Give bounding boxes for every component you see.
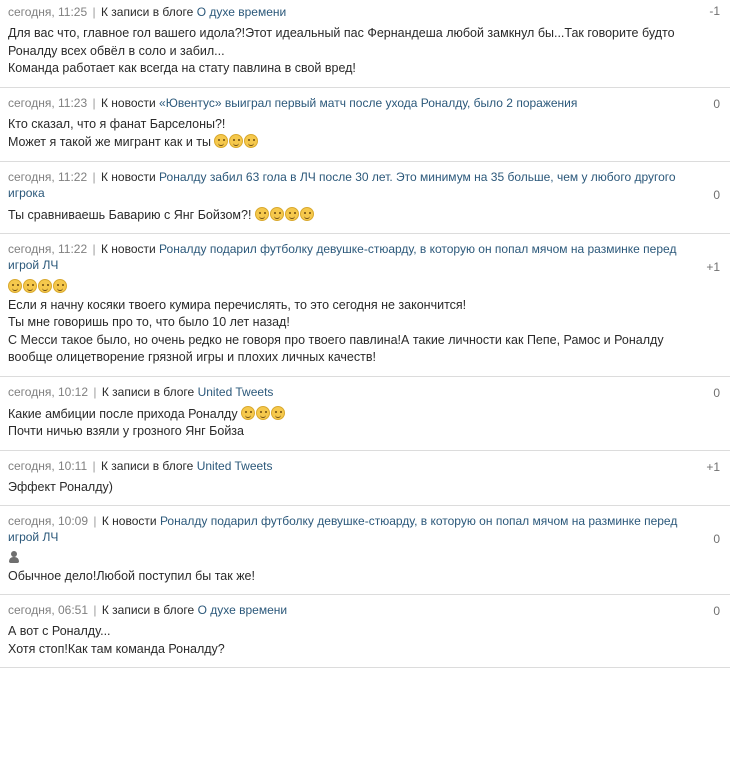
comment-source-prefix: К новости: [100, 169, 156, 184]
comment-item: [0, 506, 730, 595]
comment-meta: [8, 169, 690, 201]
comment-meta-separator: |: [93, 514, 97, 528]
comment-line: Команда работает как всегда на стату павлина в свой вред!: [8, 61, 356, 75]
comment-line: Эффект Роналду): [8, 479, 113, 494]
smile-icon: [53, 279, 67, 293]
comment-line-text: Какие амбиции после прихода Роналду: [8, 406, 238, 421]
comment-item: [0, 595, 730, 668]
comment-source-prefix: К записи в блоге: [101, 384, 195, 399]
comment-emoji-line: [8, 550, 690, 568]
comment-source-link[interactable]: United Tweets: [197, 384, 274, 399]
comment-rating: +1: [706, 260, 720, 274]
comment-item: [0, 88, 730, 162]
comment-body: [8, 25, 690, 78]
smile-icon: [241, 406, 255, 420]
comment-meta: [8, 4, 690, 20]
comment-line: Обычное дело!Любой поступил бы так же!: [8, 568, 255, 583]
emoji-group: [255, 207, 315, 222]
comment-source-link[interactable]: О духе времени: [197, 603, 288, 617]
comment-source-link[interactable]: Роналду забил 63 гола в ЛЧ после 30 лет. Это минимум на 35 больше, чем у любого другого игрока: [8, 169, 676, 200]
comment-emoji-line: [8, 278, 690, 297]
comment-line: [8, 405, 690, 424]
comment-line: Почти ничью взяли у грозного Янг Бойза: [8, 424, 244, 438]
comment-meta-separator: |: [92, 242, 96, 256]
comment-rating: -1: [709, 4, 720, 18]
comment-source-prefix: К новости: [101, 514, 157, 528]
comment-source-link[interactable]: «Ювентус» выиграл первый матч после ухода Роналду, было 2 поражения: [159, 95, 578, 110]
comment-source-link[interactable]: Роналду подарил футболку девушке-стюарду, в которую он попал мячом на разминке перед игрой ЛЧ: [8, 242, 677, 272]
emoji-group: [241, 406, 286, 421]
comment-line: Ты мне говоришь про то, что было 10 лет назад!: [8, 315, 290, 329]
person-icon: [8, 550, 20, 564]
comment-line-text: Может я такой же мигрант как и ты: [8, 135, 211, 149]
smile-icon: [244, 134, 258, 148]
smile-icon: [256, 406, 270, 420]
smile-icon: [285, 207, 299, 221]
smile-icon: [255, 207, 269, 221]
smile-icon: [229, 134, 243, 148]
comment-meta-separator: |: [92, 458, 96, 473]
comment-source-prefix: К записи в блоге: [100, 5, 194, 19]
comment-meta: [8, 95, 690, 111]
comment-item: [0, 451, 730, 507]
smile-icon: [214, 134, 228, 148]
comment-item: [0, 162, 730, 235]
comment-rating: +1: [706, 459, 720, 474]
comment-meta-separator: |: [93, 384, 97, 399]
comment-meta-separator: |: [92, 95, 96, 110]
comment-line: Кто сказал, что я фанат Барселоны?!: [8, 116, 226, 131]
smile-icon: [23, 279, 37, 293]
comment-date: сегодня, 10:12: [8, 384, 89, 399]
comment-line: А вот с Роналду...: [8, 624, 111, 638]
comment-source-link[interactable]: United Tweets: [196, 458, 273, 473]
comment-date: сегодня, 10:09: [8, 514, 89, 528]
comment-body: [8, 278, 690, 367]
comment-line: [8, 133, 690, 152]
comment-rating: 0: [713, 96, 720, 111]
comment-item: [0, 0, 730, 88]
comment-source-link[interactable]: О духе времени: [196, 5, 287, 19]
comment-line: [8, 206, 690, 225]
comment-body: [8, 206, 690, 225]
comment-meta-separator: |: [93, 603, 97, 617]
comment-meta: [8, 384, 690, 400]
comment-meta: [8, 602, 690, 618]
comment-date: сегодня, 11:22: [8, 242, 88, 256]
comment-source-link[interactable]: Роналду подарил футболку девушке-стюарду, в которую он попал мячом на разминке перед игрой ЛЧ: [8, 514, 678, 544]
comment-meta: [8, 241, 690, 273]
comment-rating: 0: [713, 385, 720, 400]
comment-line: С Месси такое было, но очень редко не говоря про твоего павлина!А такие личности как Пепе, Рамос и Роналду вообще олицетворение грязной игры и плохих личных качеств!: [8, 332, 664, 364]
comment-line: Хотя стоп!Как там команда Роналду?: [8, 641, 225, 656]
comment-line: Для вас что, главное гол вашего идола?!Этот идеальный пас Фернандеша любой замкнул бы...Так говорите будто Роналду всех обвёл в соло и забил...: [8, 26, 675, 58]
comment-body: [8, 405, 690, 441]
comment-line-text: Ты сравниваешь Баварию с Янг Бойзом?!: [8, 207, 252, 222]
comment-meta-separator: |: [92, 5, 96, 19]
comment-item: [0, 234, 730, 377]
comment-source-prefix: К новости: [100, 242, 156, 256]
comment-date: сегодня, 10:11: [8, 458, 88, 473]
comment-source-prefix: К новости: [100, 95, 156, 110]
comment-meta: [8, 513, 690, 545]
smile-icon: [38, 279, 52, 293]
comment-date: сегодня, 11:25: [8, 5, 88, 19]
comment-line: Если я начну косяки твоего кумира перечислять, то это сегодня не закончится!: [8, 297, 467, 312]
comment-date: сегодня, 11:23: [8, 95, 88, 110]
smile-icon: [271, 406, 285, 420]
comment-body: [8, 550, 690, 585]
comment-body: [8, 623, 690, 658]
smile-icon: [8, 279, 22, 293]
comment-source-prefix: К записи в блоге: [101, 603, 195, 617]
smile-icon: [270, 207, 284, 221]
comment-source-prefix: К записи в блоге: [100, 458, 194, 473]
emoji-group: [214, 134, 259, 149]
comment-item: [0, 377, 730, 451]
comment-rating: 0: [713, 187, 720, 202]
comment-rating: 0: [713, 532, 720, 546]
comment-meta: [8, 458, 690, 474]
comment-body: [8, 116, 690, 152]
comment-rating: 0: [713, 604, 720, 618]
smile-icon: [300, 207, 314, 221]
comment-date: сегодня, 11:22: [8, 169, 88, 184]
comment-date: сегодня, 06:51: [8, 603, 89, 617]
comment-body: [8, 479, 690, 497]
comment-meta-separator: |: [92, 169, 96, 184]
emoji-group: [8, 279, 68, 294]
